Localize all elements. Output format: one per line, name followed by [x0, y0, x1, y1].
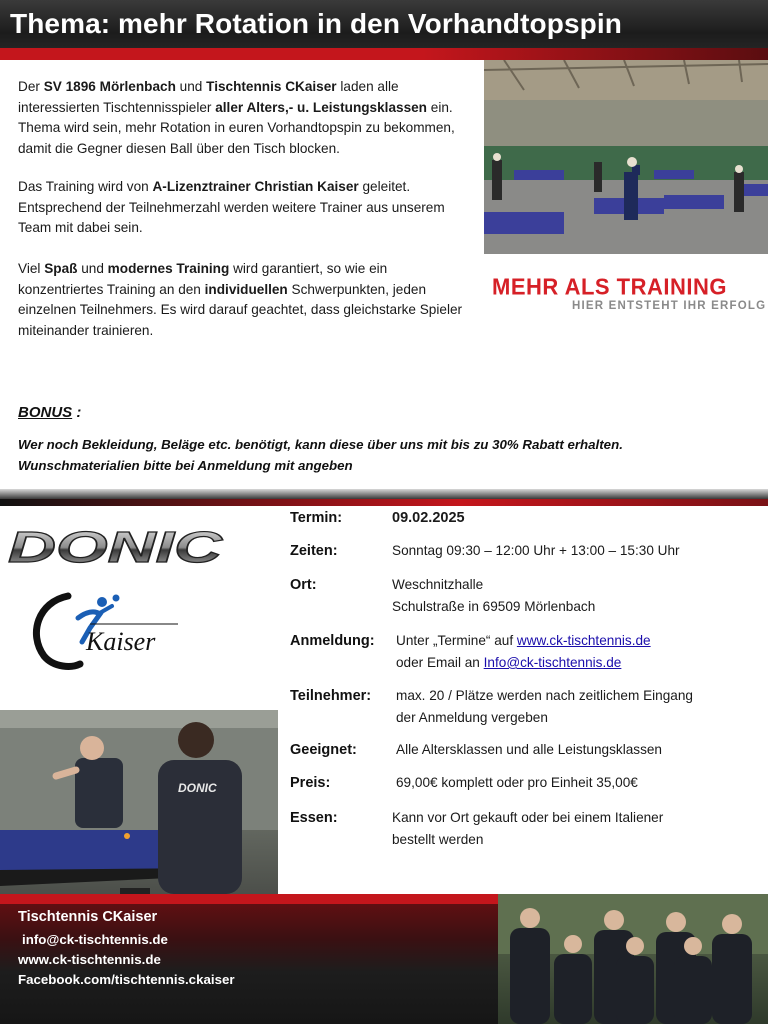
intro-paragraph-3: Viel Spaß und modernes Training wird garantiert, so wie ein konzentriertes Training an den individuellen Schwerpunkten, jeden einzelnen Teilnehmers. Es wird darauf geachtet, dass gleichstarke Spieler miteinander trainieren.	[18, 261, 463, 338]
footer-company-name: Tischtennis CKaiser	[18, 909, 158, 925]
bonus-text	[18, 434, 748, 476]
email-link[interactable]: Info@ck-tischtennis.de	[483, 655, 622, 670]
training-hall-photo	[484, 60, 768, 254]
preis-value: 69,00€ komplett oder pro Einheit 35,00€	[396, 775, 638, 790]
section-divider-red	[0, 499, 768, 506]
teilnehmer-line-1: max. 20 / Plätze werden nach zeitlichem Eingang	[396, 688, 693, 703]
intro-paragraph-2: Das Training wird von A-Lizenztrainer Christian Kaiser geleitet. Entsprechend der Teilnehmerzahl werden weitere Trainer aus unserem Team mit dabei sein.	[18, 179, 445, 235]
footer-red-stripe	[0, 894, 498, 904]
ort-label: Ort:	[290, 577, 317, 593]
donic-logo	[6, 524, 226, 570]
essen-line-1: Kann vor Ort gekauft oder bei einem Italiener	[392, 810, 664, 825]
geeignet-value: Alle Altersklassen und alle Leistungsklassen	[396, 742, 662, 757]
bonus-line-1: Wer noch Bekleidung, Beläge etc. benötigt, kann diese über uns mit bis zu 30% Rabatt erhalten.	[18, 437, 623, 452]
page-title: Thema: mehr Rotation in den Vorhandtopspin	[10, 8, 622, 39]
essen-label: Essen:	[290, 810, 338, 826]
termin-value: 09.02.2025	[392, 510, 465, 526]
bonus-line-2: Wunschmaterialien bitte bei Anmeldung mit angeben	[18, 458, 353, 473]
intro-paragraph-1: Der SV 1896 Mörlenbach und Tischtennis CKaiser laden alle interessierten Tischtennisspieler aller Alters,- u. Leistungsklassen ein. Thema wird sein, mehr Rotation in euren Vorhandtopspin zu bekommen, damit die Gegner diesen Ball über den Tisch blocken.	[18, 79, 455, 156]
anmeldung-value	[396, 630, 651, 674]
anmeldung-label: Anmeldung:	[290, 633, 375, 649]
essen-value	[392, 807, 663, 851]
footer-facebook[interactable]: Facebook.com/tischtennis.ckaiser	[18, 972, 235, 987]
bonus-heading: BONUS :	[18, 404, 82, 421]
ort-line-2: Schulstraße in 69509 Mörlenbach	[392, 599, 596, 614]
ort-line-1: Weschnitzhalle	[392, 577, 484, 592]
anmeldung-line-1: Unter „Termine“ auf www.ck-tischtennis.de	[396, 633, 651, 648]
zeiten-value: Sonntag 09:30 – 12:00 Uhr + 13:00 – 15:30 Uhr	[392, 543, 680, 558]
teilnehmer-line-2: der Anmeldung vergeben	[396, 710, 548, 725]
shirt-donic-text: DONIC	[178, 781, 217, 795]
teilnehmer-label: Teilnehmer:	[290, 688, 372, 704]
players-training-photo	[0, 710, 278, 894]
donic-logo-text: DONIC	[8, 524, 224, 570]
footer-email[interactable]: info@ck-tischtennis.de	[22, 932, 168, 947]
geeignet-label: Geeignet:	[290, 742, 357, 758]
anmeldung-line-2: oder Email an Info@ck-tischtennis.de	[396, 655, 622, 670]
footer-website[interactable]: www.ck-tischtennis.de	[18, 952, 161, 967]
website-link[interactable]: www.ck-tischtennis.de	[516, 633, 651, 648]
teilnehmer-value	[396, 685, 693, 729]
preis-label: Preis:	[290, 775, 331, 791]
team-photo	[498, 894, 768, 1024]
essen-line-2: bestellt werden	[392, 832, 484, 847]
termin-label: Termin:	[290, 510, 343, 526]
slogan-sub: HIER ENTSTEHT IHR ERFOLG	[572, 300, 767, 312]
slogan-main: MEHR ALS TRAINING	[492, 273, 728, 300]
ckaiser-logo-text: Kaiser	[86, 627, 156, 656]
zeiten-label: Zeiten:	[290, 543, 338, 559]
ort-value	[392, 574, 595, 618]
ckaiser-logo	[28, 584, 198, 674]
header-red-stripe	[0, 48, 768, 60]
